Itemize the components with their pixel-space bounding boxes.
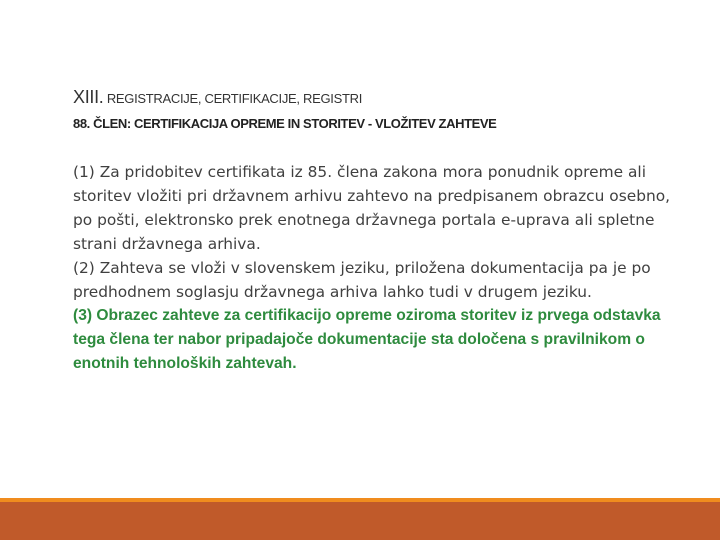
article-title: 88. ČLEN: CERTIFIKACIJA OPREME IN STORITEV - VLOŽITEV ZAHTEVE [73, 116, 497, 131]
chapter-title: REGISTRACIJE, CERTIFIKACIJE, REGISTRI [106, 91, 363, 106]
paragraph-2: (2) Zahteva se vloži v slovenskem jeziku, priložena dokumentacija pa je po predhodnem soglasju državnega arhiva lahko tudi v drugem jeziku. [73, 259, 651, 301]
paragraph-1: (1) Za pridobitev certifikata iz 85. člena zakona mora ponudnik opreme ali storitev vložiti pri državnem arhivu zahtevo na predpisanem obrazcu osebno, po pošti, elektronsko prek enotnega državnega portala e-uprava ali spletne strani državnega arhiva. [73, 163, 671, 253]
slide-heading [73, 88, 693, 133]
paragraph-3-highlighted: (3) Obrazec zahteve za certifikacijo opreme oziroma storitev iz prvega odstavka tega člena ter nabor pripadajoče dokumentacije sta določena s pravilnikom o enotnih tehnoloških zahtevah. [73, 307, 661, 372]
footer-bar [0, 502, 720, 540]
slide-body [73, 160, 693, 376]
chapter-line [73, 88, 693, 108]
chapter-number: XIII. [73, 87, 104, 107]
